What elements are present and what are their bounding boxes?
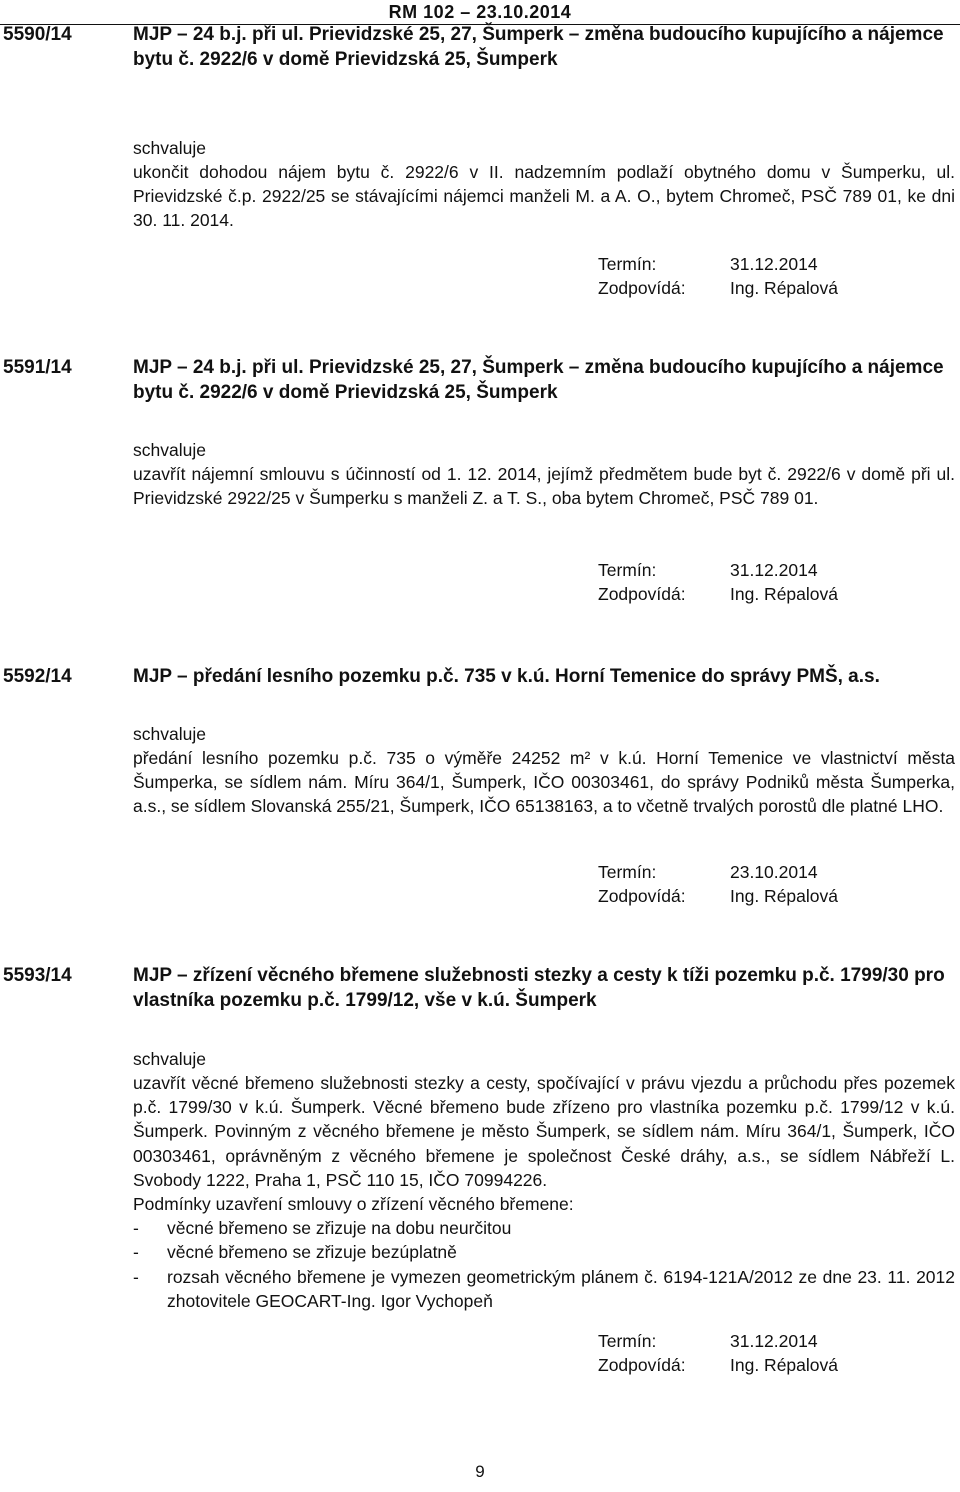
zodpovida-value: Ing. Répalová (730, 886, 838, 906)
resolution-title: MJP – předání lesního pozemku p.č. 735 v k.ú. Horní Temenice do správy PMŠ, a.s. (133, 666, 880, 687)
page-header: RM 102 – 23.10.2014 (388, 2, 572, 22)
termin-label: Termín: (598, 560, 657, 580)
resolution-text: předání lesního pozemku p.č. 735 o výměře 24252 m² v k.ú. Horní Temenice ve vlastnictví města Šumperka, se sídlem nám. Míru 364/1, Šumperk, IČO 00303461, do správy Podniků města Šumperka, a.s., se sídlem Slovanská 255/21, Šumperk, IČO 65138163, a to včetně trvalých porostů dle platné LHO. (133, 748, 955, 817)
resolution-verb: schvaluje (133, 1049, 206, 1069)
termin-label: Termín: (598, 1331, 657, 1351)
condition-item: - věcné břemeno se zřizuje na dobu neurčitou (133, 1216, 955, 1240)
resolution-meta (598, 252, 838, 300)
resolution-title: MJP – zřízení věcného břemene služebnosti stezky a cesty k tíži pozemku p.č. 1799/30 pro vlastníka pozemku p.č. 1799/12, vše v k.ú. Šumperk (133, 965, 945, 1011)
termin-value: 23.10.2014 (730, 862, 818, 882)
resolution-meta (598, 860, 838, 908)
zodpovida-label: Zodpovídá: (598, 886, 686, 906)
termin-value: 31.12.2014 (730, 1331, 818, 1351)
zodpovida-label: Zodpovídá: (598, 278, 686, 298)
termin-label: Termín: (598, 254, 657, 274)
resolution-verb: schvaluje (133, 138, 206, 158)
resolution-number: 5593/14 (3, 965, 72, 986)
resolution-body (133, 1071, 955, 1313)
termin-label: Termín: (598, 862, 657, 882)
resolution-text: uzavřít věcné břemeno služebnosti stezky a cesty, spočívající v právu vjezdu a průchodu přes pozemek p.č. 1799/30 v k.ú. Šumperk. Věcné břemeno bude zřízeno pro vlastníka pozemku p.č. 1799/12 v k.ú. Šumperk. Povinným z věcného břemene je město Šumperk, se sídlem nám. Míru 364/1, Šumperk, IČO 00303461, oprávněným z věcného břemene je společnost České dráhy, a.s., se sídlem Nábřeží L. Svobody 1222, Praha 1, PSČ 110 15, IČO 70994226. (133, 1073, 955, 1190)
conditions-list (133, 1216, 955, 1313)
resolution-number: 5590/14 (3, 24, 72, 45)
resolution-meta (598, 558, 838, 606)
resolution-body (133, 160, 955, 233)
zodpovida-value: Ing. Répalová (730, 584, 838, 604)
conditions-intro: Podmínky uzavření smlouvy o zřízení věcného břemene: (133, 1194, 574, 1215)
resolution-text: ukončit dohodou nájem bytu č. 2922/6 v II. nadzemním podlaží obytného domu v Šumperku, ul. Prievidzské č.p. 2922/25 se stávajícími nájemci manželi M. a A. O., bytem Chromeč, PSČ 789 01, ke dni 30. 11. 2014. (133, 162, 955, 231)
resolution-number: 5591/14 (3, 357, 72, 378)
resolution-title: MJP – 24 b.j. při ul. Prievidzské 25, 27, Šumperk – změna budoucího kupujícího a nájemce bytu č. 2922/6 v domě Prievidzská 25, Šumperk (133, 24, 944, 70)
condition-item: - rozsah věcného břemene je vymezen geometrickým plánem č. 6194-121A/2012 ze dne 23. 11. 2012 zhotovitele GEOCART-Ing. Igor Vychopeň (133, 1265, 955, 1313)
resolution-title: MJP – 24 b.j. při ul. Prievidzské 25, 27, Šumperk – změna budoucího kupujícího a nájemce bytu č. 2922/6 v domě Prievidzská 25, Šumperk (133, 357, 944, 403)
condition-item: - věcné břemeno se zřizuje bezúplatně (133, 1240, 955, 1264)
resolution-verb: schvaluje (133, 724, 206, 744)
resolution-meta (598, 1329, 838, 1377)
resolution-number: 5592/14 (3, 666, 72, 687)
resolution-body (133, 746, 955, 819)
resolution-body (133, 462, 955, 510)
zodpovida-value: Ing. Répalová (730, 278, 838, 298)
zodpovida-label: Zodpovídá: (598, 1355, 686, 1375)
zodpovida-label: Zodpovídá: (598, 584, 686, 604)
termin-value: 31.12.2014 (730, 254, 818, 274)
zodpovida-value: Ing. Répalová (730, 1355, 838, 1375)
page-number: 9 (475, 1462, 485, 1481)
termin-value: 31.12.2014 (730, 560, 818, 580)
resolution-text: uzavřít nájemní smlouvu s účinností od 1. 12. 2014, jejímž předmětem bude byt č. 2922/6 v domě při ul. Prievidzské 2922/25 v Šumperku s manželi Z. a T. S., oba bytem Chromeč, PSČ 789 01. (133, 464, 955, 509)
resolution-verb: schvaluje (133, 440, 206, 460)
